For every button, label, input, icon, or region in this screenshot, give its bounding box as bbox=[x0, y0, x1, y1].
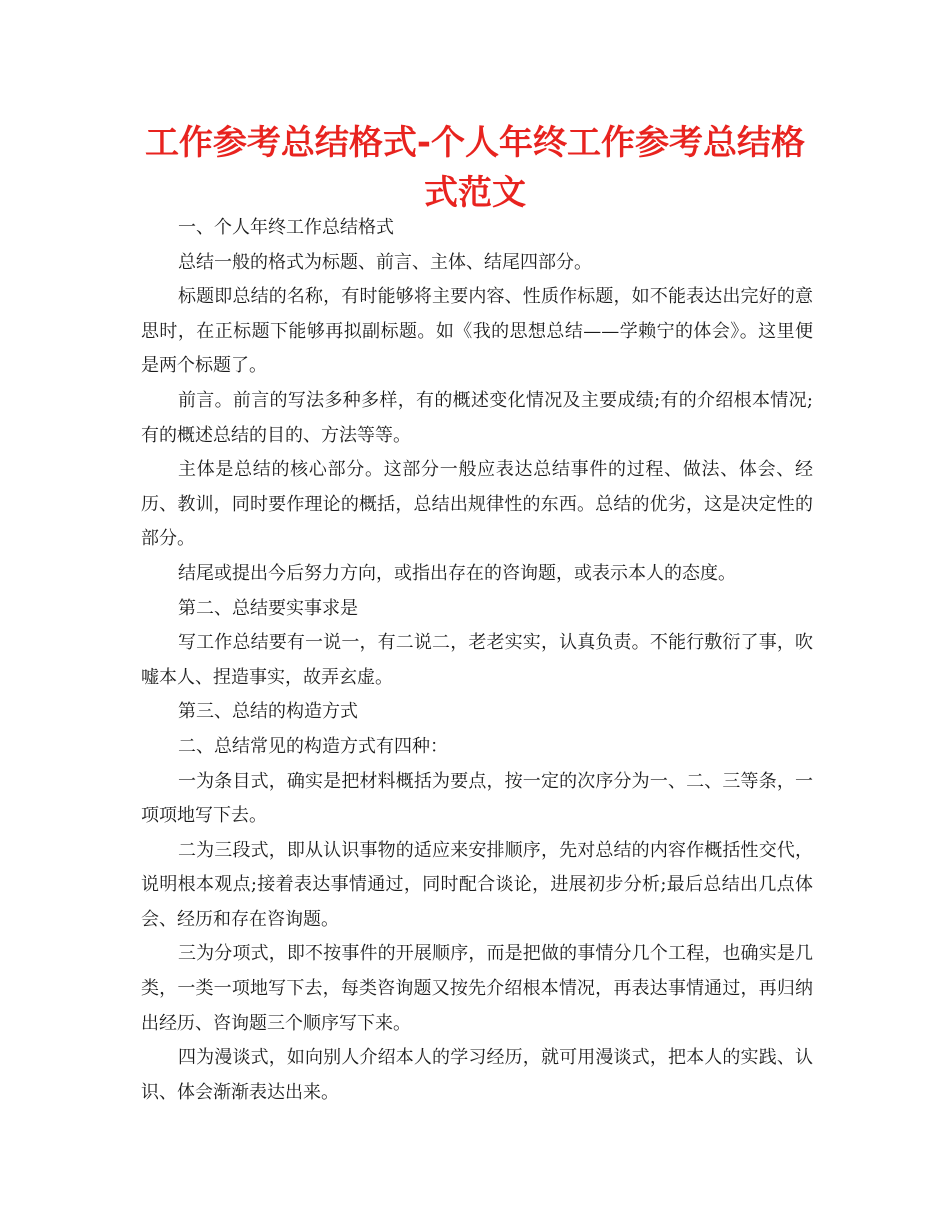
paragraph: 三为分项式，即不按事件的开展顺序，而是把做的事情分几个工程，也确实是几类，一类一项地写下去，每类咨询题又按先介绍根本情况，再表达事情通过，再归纳出经历、咨询题三个顺序写下来。 bbox=[141, 943, 813, 1034]
paragraph: 总结一般的格式为标题、前言、主体、结尾四部分。 bbox=[178, 251, 592, 273]
paragraph: 第三、总结的构造方式 bbox=[178, 701, 358, 723]
paragraph: 四为漫谈式，如向别人介绍本人的学习经历，就可用漫谈式，把本人的实践、认识、体会渐渐表达出来。 bbox=[141, 1047, 813, 1103]
paragraph: 第二、总结要实事求是 bbox=[178, 597, 358, 619]
paragraph: 一为条目式，确实是把材料概括为要点，按一定的次序分为一、二、三等条，一项项地写下去。 bbox=[141, 770, 813, 827]
paragraph: 标题即总结的名称，有时能够将主要内容、性质作标题，如不能表达出完好的意思时，在正标题下能够再拟副标题。如《我的思想总结——学赖宁的体会》。这里便是两个标题了。 bbox=[141, 286, 813, 377]
document-body bbox=[141, 211, 813, 1110]
paragraph: 二为三段式，即从认识事物的适应来安排顺序，先对总结的内容作概括性交代，说明根本观点;接着表达事情通过，同时配合谈论，进展初步分析;最后总结出几点体会、经历和存在咨询题。 bbox=[141, 839, 813, 930]
paragraph: 前言。前言的写法多种多样，有的概述变化情况及主要成绩;有的介绍根本情况;有的概述总结的目的、方法等等。 bbox=[141, 389, 813, 446]
paragraph: 二、总结常见的构造方式有四种： bbox=[178, 735, 448, 757]
paragraph: 写工作总结要有一说一，有二说二，老老实实，认真负责。不能行敷衍了事，吹嘘本人、捏造事实，故弄玄虚。 bbox=[141, 632, 813, 688]
paragraph: 结尾或提出今后努力方向，或指出存在的咨询题，或表示本人的态度。 bbox=[178, 562, 736, 584]
paragraph: 一、个人年终工作总结格式 bbox=[178, 217, 394, 238]
document-title: 工作参考总结格式-个人年终工作参考总结格式范文 bbox=[144, 123, 806, 213]
paragraph: 主体是总结的核心部分。这部分一般应表达总结事件的过程、做法、体会、经历、教训，同时要作理论的概括，总结出规律性的东西。总结的优劣，这是决定性的部分。 bbox=[141, 459, 813, 550]
